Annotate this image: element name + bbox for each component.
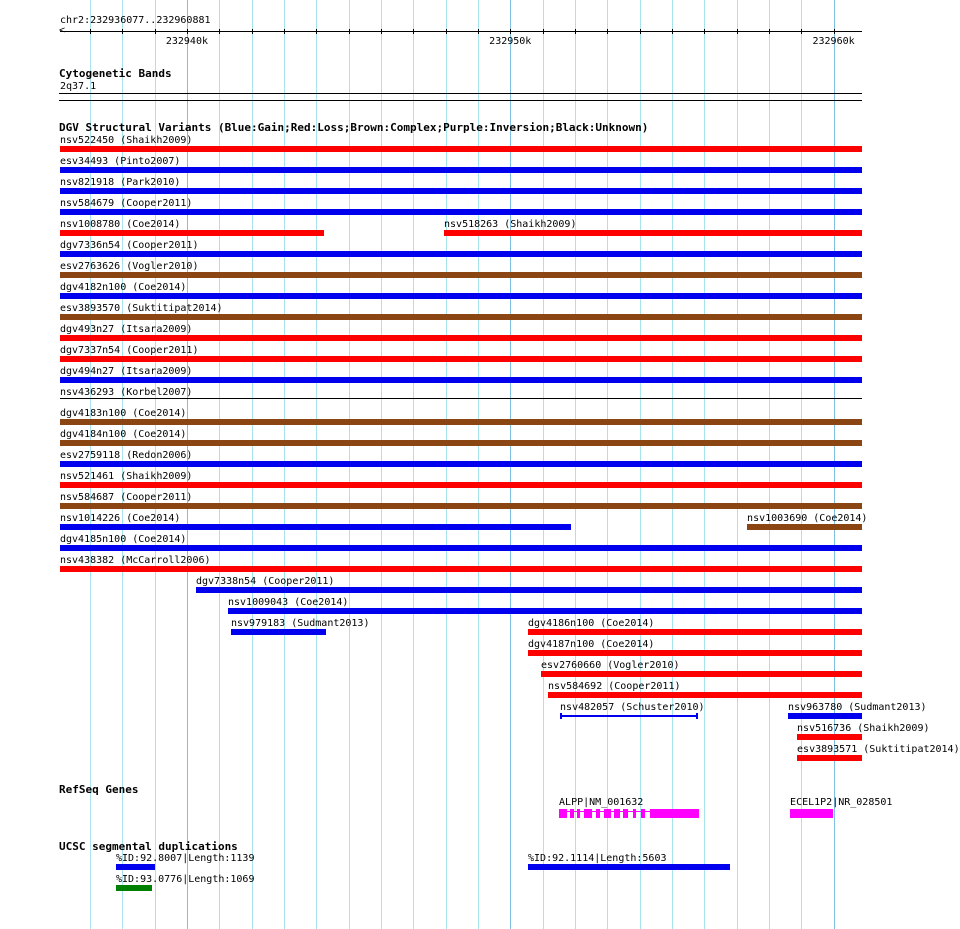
gene-exon[interactable] — [790, 809, 833, 818]
variant-bar[interactable] — [444, 230, 862, 236]
ruler-arrow-icon: < — [59, 25, 66, 36]
variant-bar[interactable] — [528, 629, 862, 635]
ruler-label: 232950k — [489, 36, 532, 47]
gene-exon[interactable] — [650, 809, 699, 818]
gene-exon[interactable] — [559, 809, 567, 818]
ruler-tick — [607, 29, 608, 34]
variant-bar[interactable] — [788, 713, 862, 719]
gene-label[interactable]: ALPP|NM_001632 — [559, 797, 644, 808]
variant-bar[interactable] — [60, 545, 862, 551]
ruler-tick — [90, 29, 91, 34]
variant-label[interactable]: nsv521461 (Shaikh2009) — [60, 471, 193, 482]
ruler-tick — [640, 29, 641, 34]
variant-label[interactable]: nsv1008780 (Coe2014) — [60, 219, 181, 230]
variant-label[interactable]: dgv7338n54 (Cooper2011) — [195, 576, 335, 587]
variant-bar[interactable] — [541, 671, 862, 677]
ruler-tick — [349, 29, 350, 34]
variant-label[interactable]: nsv1003690 (Coe2014) — [747, 513, 868, 524]
variant-bar[interactable] — [797, 755, 862, 761]
gene-exon[interactable] — [641, 809, 645, 818]
variant-label[interactable]: nsv584692 (Cooper2011) — [548, 681, 681, 692]
segdup-bar[interactable] — [116, 864, 155, 870]
gene-exon[interactable] — [604, 809, 611, 818]
ruler-tick — [704, 29, 705, 34]
variant-bar[interactable] — [60, 335, 862, 341]
gene-exon[interactable] — [577, 809, 580, 818]
variant-bar[interactable] — [60, 251, 862, 257]
variant-label[interactable]: dgv7336n54 (Cooper2011) — [60, 240, 199, 251]
variant-bar[interactable] — [196, 587, 862, 593]
ruler-tick — [672, 29, 673, 34]
ruler-tick — [543, 29, 544, 34]
ruler-tick — [284, 29, 285, 34]
variant-bar[interactable] — [747, 524, 862, 530]
variant-label[interactable]: nsv1009043 (Coe2014) — [228, 597, 349, 608]
variant-bar[interactable] — [60, 566, 862, 572]
variant-bar-end — [696, 713, 698, 719]
ruler-tick — [219, 29, 220, 34]
variant-label[interactable]: dgv4186n100 (Coe2014) — [528, 618, 655, 629]
variant-bar[interactable] — [60, 167, 862, 173]
range-label: chr2:232936077..232960881 — [60, 15, 211, 26]
variant-label[interactable]: esv2760660 (Vogler2010) — [541, 660, 680, 671]
ruler-tick — [446, 29, 447, 34]
ruler-tick — [122, 29, 123, 34]
variant-label[interactable]: dgv4185n100 (Coe2014) — [60, 534, 187, 545]
ruler-tick — [381, 29, 382, 34]
variant-label[interactable]: nsv584687 (Cooper2011) — [60, 492, 193, 503]
cytoband-label: 2q37.1 — [60, 81, 97, 92]
cytoband-bar[interactable] — [59, 93, 862, 94]
variant-bar[interactable] — [560, 715, 698, 717]
ruler-tick — [187, 29, 188, 34]
dgv-track-title: DGV Structural Variants (Blue:Gain;Red:Loss;Brown:Complex;Purple:Inversion;Black:Unknown) — [59, 121, 649, 134]
variant-bar[interactable] — [60, 314, 862, 320]
track-divider — [59, 100, 862, 101]
gene-exon[interactable] — [633, 809, 636, 818]
variant-label[interactable]: nsv1014226 (Coe2014) — [60, 513, 181, 524]
variant-label[interactable]: nsv963780 (Sudmant2013) — [788, 702, 927, 713]
variant-label[interactable]: nsv438382 (McCarroll2006) — [60, 555, 211, 566]
variant-bar[interactable] — [231, 629, 326, 635]
variant-label[interactable]: esv2763626 (Vogler2010) — [60, 261, 199, 272]
ruler-label: 232940k — [165, 36, 208, 47]
segdup-bar[interactable] — [528, 864, 730, 870]
variant-label[interactable]: esv3893570 (Suktitipat2014) — [60, 303, 223, 314]
variant-bar[interactable] — [60, 209, 862, 215]
segdup-bar[interactable] — [116, 885, 152, 891]
variant-label[interactable]: nsv482057 (Schuster2010) — [560, 702, 705, 713]
segdup-label[interactable]: %ID:93.0776|Length:1069 — [116, 874, 255, 885]
variant-label[interactable]: nsv518263 (Shaikh2009) — [444, 219, 577, 230]
ruler-tick — [510, 29, 511, 34]
variant-bar[interactable] — [60, 482, 862, 488]
variant-label[interactable]: nsv436293 (Korbel2007) — [60, 387, 193, 398]
gene-exon[interactable] — [570, 809, 574, 818]
variant-label[interactable]: nsv821918 (Park2010) — [60, 177, 181, 188]
variant-bar[interactable] — [60, 293, 862, 299]
variant-label[interactable]: dgv4184n100 (Coe2014) — [60, 429, 187, 440]
ruler-axis — [60, 31, 862, 32]
variant-label[interactable]: esv3893571 (Suktitipat2014) — [797, 744, 960, 755]
ruler-label: 232960k — [812, 36, 855, 47]
variant-label[interactable]: nsv522450 (Shaikh2009) — [60, 135, 193, 146]
cytoband-track-title: Cytogenetic Bands — [59, 67, 172, 80]
variant-label[interactable]: dgv493n27 (Itsara2009) — [60, 324, 193, 335]
variant-bar[interactable] — [60, 398, 862, 399]
ruler-tick — [316, 29, 317, 34]
variant-bar[interactable] — [60, 440, 862, 446]
refseq-track-title: RefSeq Genes — [59, 783, 139, 796]
variant-bar[interactable] — [60, 377, 862, 383]
variant-bar[interactable] — [60, 419, 862, 425]
ruler-tick — [478, 29, 479, 34]
variant-bar[interactable] — [60, 146, 862, 152]
variant-bar[interactable] — [60, 272, 862, 278]
variant-label[interactable]: dgv4187n100 (Coe2014) — [528, 639, 655, 650]
variant-label[interactable]: esv34493 (Pinto2007) — [60, 156, 181, 167]
variant-bar[interactable] — [797, 734, 862, 740]
gene-exon[interactable] — [596, 809, 600, 818]
gene-exon[interactable] — [614, 809, 620, 818]
ruler-tick — [413, 29, 414, 34]
variant-label[interactable]: esv2759118 (Redon2006) — [60, 450, 193, 461]
variant-bar[interactable] — [60, 461, 862, 467]
ruler-tick — [801, 29, 802, 34]
variant-label[interactable]: dgv4182n100 (Coe2014) — [60, 282, 187, 293]
variant-bar[interactable] — [60, 356, 862, 362]
variant-bar[interactable] — [60, 524, 571, 530]
variant-label[interactable]: dgv4183n100 (Coe2014) — [60, 408, 187, 419]
ruler-tick — [252, 29, 253, 34]
segdup-track-title: UCSC segmental duplications — [59, 840, 238, 853]
segdup-label[interactable]: %ID:92.1114|Length:5603 — [528, 853, 667, 864]
variant-bar[interactable] — [528, 650, 862, 656]
variant-bar[interactable] — [60, 188, 862, 194]
variant-bar[interactable] — [60, 230, 324, 236]
ruler-tick — [834, 29, 835, 34]
ruler-tick — [769, 29, 770, 34]
variant-label[interactable]: nsv584679 (Cooper2011) — [60, 198, 193, 209]
ruler-tick — [737, 29, 738, 34]
ruler-tick — [155, 29, 156, 34]
variant-label[interactable]: dgv494n27 (Itsara2009) — [60, 366, 193, 377]
segdup-label[interactable]: %ID:92.8007|Length:1139 — [116, 853, 255, 864]
variant-bar[interactable] — [548, 692, 862, 698]
variant-bar[interactable] — [60, 503, 862, 509]
variant-label[interactable]: nsv979183 (Sudmant2013) — [231, 618, 370, 629]
variant-bar[interactable] — [228, 608, 862, 614]
gene-exon[interactable] — [623, 809, 628, 818]
ruler-tick — [575, 29, 576, 34]
variant-label[interactable]: dgv7337n54 (Cooper2011) — [60, 345, 199, 356]
variant-bar-end — [560, 713, 562, 719]
variant-label[interactable]: nsv516736 (Shaikh2009) — [797, 723, 930, 734]
gene-label[interactable]: ECEL1P2|NR_028501 — [790, 797, 893, 808]
gene-exon[interactable] — [584, 809, 592, 818]
